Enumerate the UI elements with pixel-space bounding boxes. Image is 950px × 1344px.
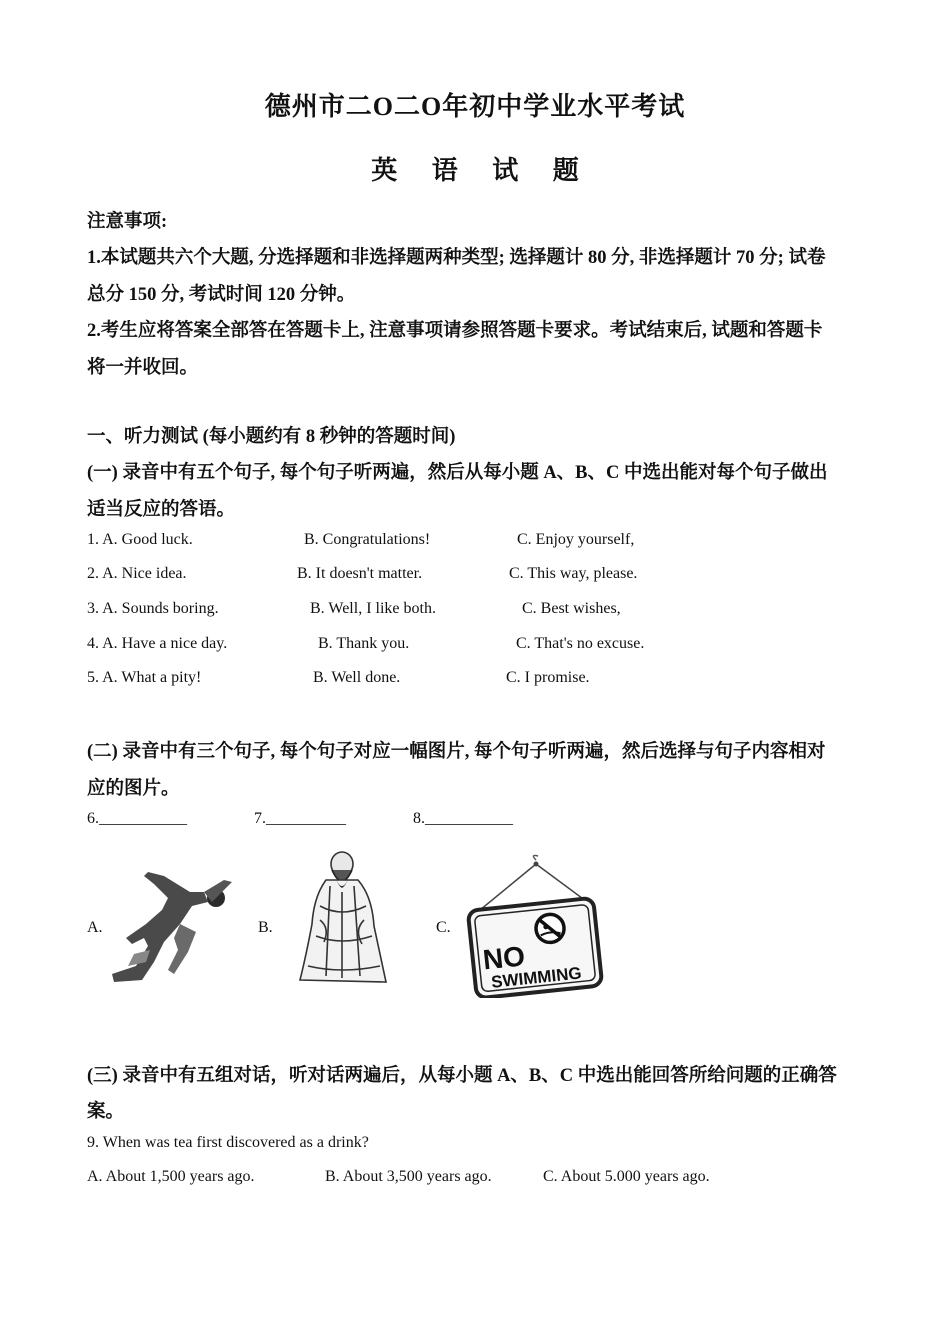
sign-text-no: NO (481, 940, 527, 976)
notice-item2-line1: 2.考生应将答案全部答在答题卡上, 注意事项请参照答题卡要求。考试结束后, 试题和答题卡 (87, 321, 823, 341)
q4-option-a: 4. A. Have a nice day. (87, 635, 228, 652)
q2-option-a: 2. A. Nice idea. (87, 565, 187, 582)
part2-intro-line1: (二) 录音中有三个句子, 每个句子对应一幅图片, 每个句子听两遍，然后选择与句子内容相对 (87, 742, 826, 762)
notice-item2-line2: 将一并收回。 (87, 358, 199, 378)
q9-question: 9. When was tea first discovered as a drink? (87, 1134, 369, 1151)
notice-item1-line1: 1.本试题共六个大题, 分选择题和非选择题两种类型; 选择题计 80 分, 非选择题计 70 分; 试卷 (87, 248, 826, 268)
q1-option-a: 1. A. Good luck. (87, 531, 193, 548)
picture-label-a: A. (87, 919, 103, 936)
q4-option-b: B. Thank you. (318, 635, 410, 652)
picture-label-b: B. (258, 919, 273, 936)
blank-8: 8.___________ (413, 810, 513, 827)
q9-option-b: B. About 3,500 years ago. (325, 1168, 492, 1185)
part2-intro-line2: 应的图片。 (87, 779, 180, 799)
exam-subtitle: 英 语 试 题 (371, 156, 593, 185)
sage-statue-picture (290, 846, 395, 988)
blank-7: 7.__________ (254, 810, 346, 827)
q5-option-c: C. I promise. (506, 669, 590, 686)
q4-option-c: C. That's no excuse. (516, 635, 645, 652)
q3-option-a: 3. A. Sounds boring. (87, 600, 219, 617)
blank-6: 6.___________ (87, 810, 187, 827)
q2-option-b: B. It doesn't matter. (297, 565, 423, 582)
runner-picture (104, 862, 234, 986)
q9-option-c: C. About 5.000 years ago. (543, 1168, 710, 1185)
part3-intro-line2: 案。 (87, 1102, 125, 1122)
q5-option-b: B. Well done. (313, 669, 401, 686)
part1-intro-line2: 适当反应的答语。 (87, 500, 236, 520)
section1-heading: 一、听力测试 (每小题约有 8 秒钟的答题时间) (87, 427, 456, 447)
q3-option-b: B. Well, I like both. (310, 600, 436, 617)
q2-option-c: C. This way, please. (509, 565, 638, 582)
q1-option-b: B. Congratulations! (304, 531, 431, 548)
q1-option-c: C. Enjoy yourself, (517, 531, 635, 548)
part3-intro-line1: (三) 录音中有五组对话，听对话两遍后，从每小题 A、B、C 中选出能回答所给问题的正确答 (87, 1066, 837, 1086)
sign-text-swimming: SWIMMING (490, 963, 583, 992)
notice-item1-line2: 总分 150 分, 考试时间 120 分钟。 (87, 285, 356, 305)
exam-title: 德州市二O二O年初中学业水平考试 (264, 92, 686, 121)
picture-label-c: C. (436, 919, 451, 936)
q3-option-c: C. Best wishes, (522, 600, 621, 617)
no-swimming-sign-picture (466, 852, 608, 998)
q5-option-a: 5. A. What a pity! (87, 669, 202, 686)
q9-option-a: A. About 1,500 years ago. (87, 1168, 255, 1185)
notice-heading: 注意事项: (87, 212, 168, 232)
part1-intro-line1: (一) 录音中有五个句子, 每个句子听两遍，然后从每小题 A、B、C 中选出能对每个句子做出 (87, 463, 828, 483)
